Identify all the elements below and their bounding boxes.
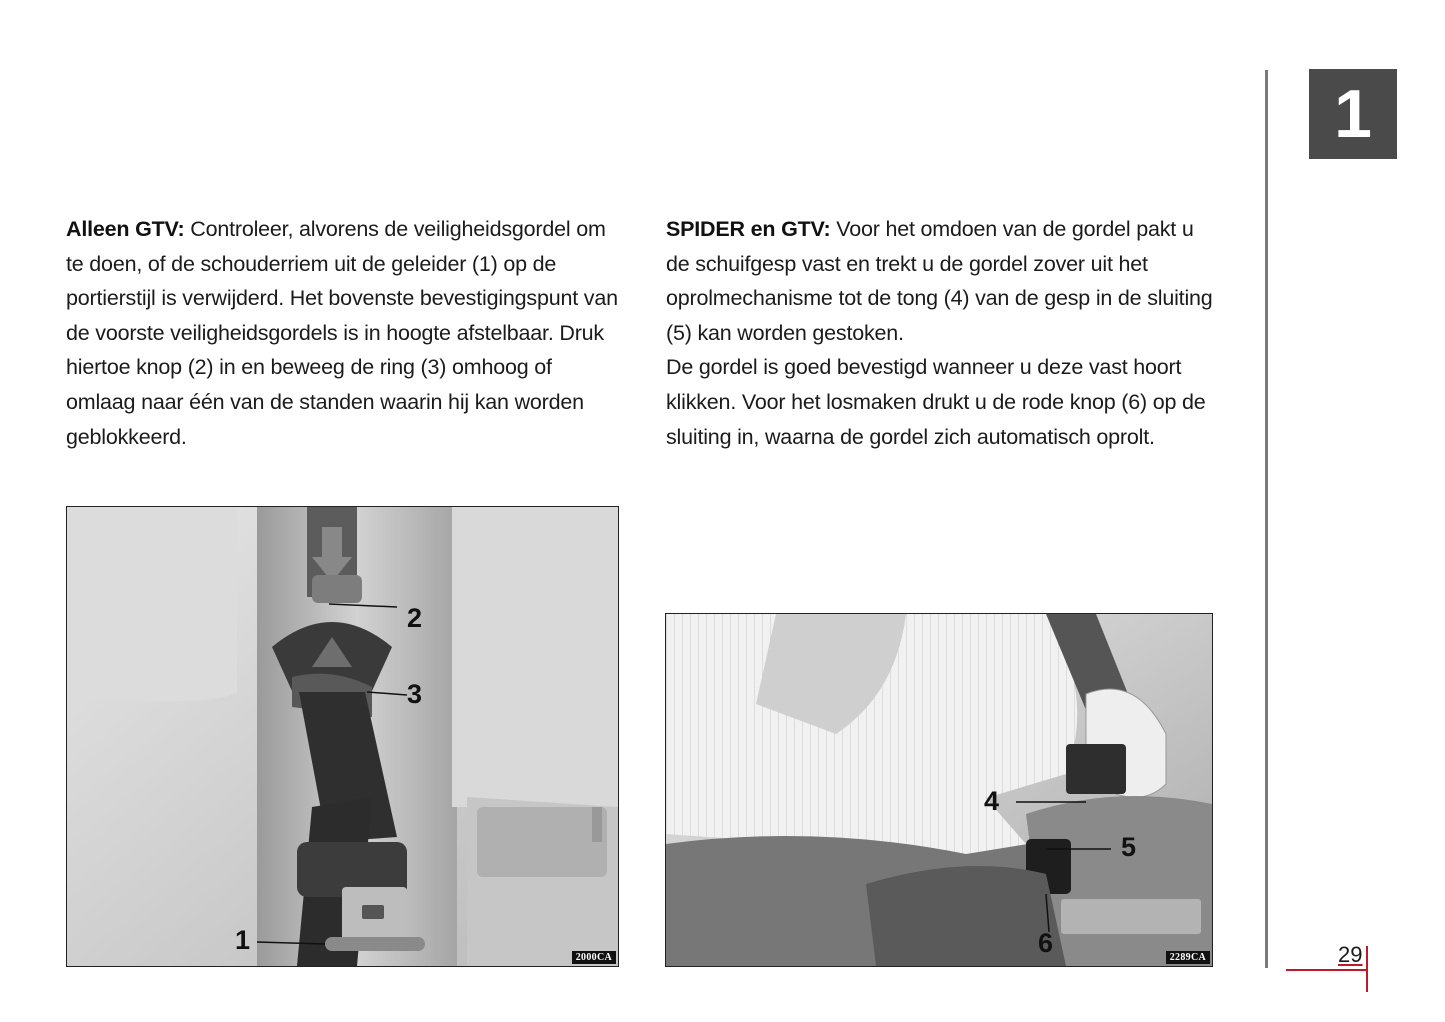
callout-1: 1 <box>235 925 251 955</box>
figure-belt-adjuster <box>66 506 619 967</box>
right-paragraph-2: De gordel is goed bevestigd wanneer u deze vast hoort klikken. Voor het losmaken drukt u de rode knop (6) op de sluiting in, waarna de gordel zich automatisch oprolt. <box>666 355 1206 449</box>
belt-buckle-illustration <box>666 614 1212 966</box>
figure-belt-buckle <box>665 613 1213 967</box>
callout-4: 4 <box>984 786 1000 816</box>
page-marker-horizontal <box>1286 969 1366 971</box>
chapter-tab: 1 <box>1309 69 1397 159</box>
page-number: 29 <box>1338 942 1363 967</box>
figure-code: 2000CA <box>572 951 616 964</box>
belt-adjuster-illustration <box>67 507 618 966</box>
callout-3: 3 <box>407 679 423 709</box>
page-marker-vertical <box>1366 946 1368 992</box>
right-label: SPIDER en GTV: <box>666 217 831 241</box>
left-label: Alleen GTV: <box>66 217 185 241</box>
figure-code: 2289CA <box>1166 951 1210 964</box>
callout-5: 5 <box>1121 832 1137 862</box>
callout-6: 6 <box>1038 928 1054 958</box>
left-text-column <box>66 212 618 454</box>
left-paragraph <box>66 212 618 454</box>
right-paragraph-1 <box>666 212 1218 350</box>
right-body-1: Voor het omdoen van de gordel pakt u de schuifgesp vast en trekt u de gordel zover uit het oprolmechanisme tot de tong (4) van de gesp in de sluiting (5) kan worden gestoken. <box>666 217 1213 345</box>
margin-rule <box>1265 70 1268 968</box>
callout-2: 2 <box>407 603 423 633</box>
right-text-column <box>666 212 1218 454</box>
left-body: Controleer, alvorens de veiligheidsgordel om te doen, of de schouderriem uit de geleider (1) op de portierstijl is verwijderd. Het bovenste bevestigingspunt van de voorste veiligheidsgordels is in hoogte afstelbaar. Druk hiertoe knop (2) in en beweeg de ring (3) omhoog of omlaag naar één van de standen waarin hij kan worden geblokkeerd. <box>66 217 618 449</box>
